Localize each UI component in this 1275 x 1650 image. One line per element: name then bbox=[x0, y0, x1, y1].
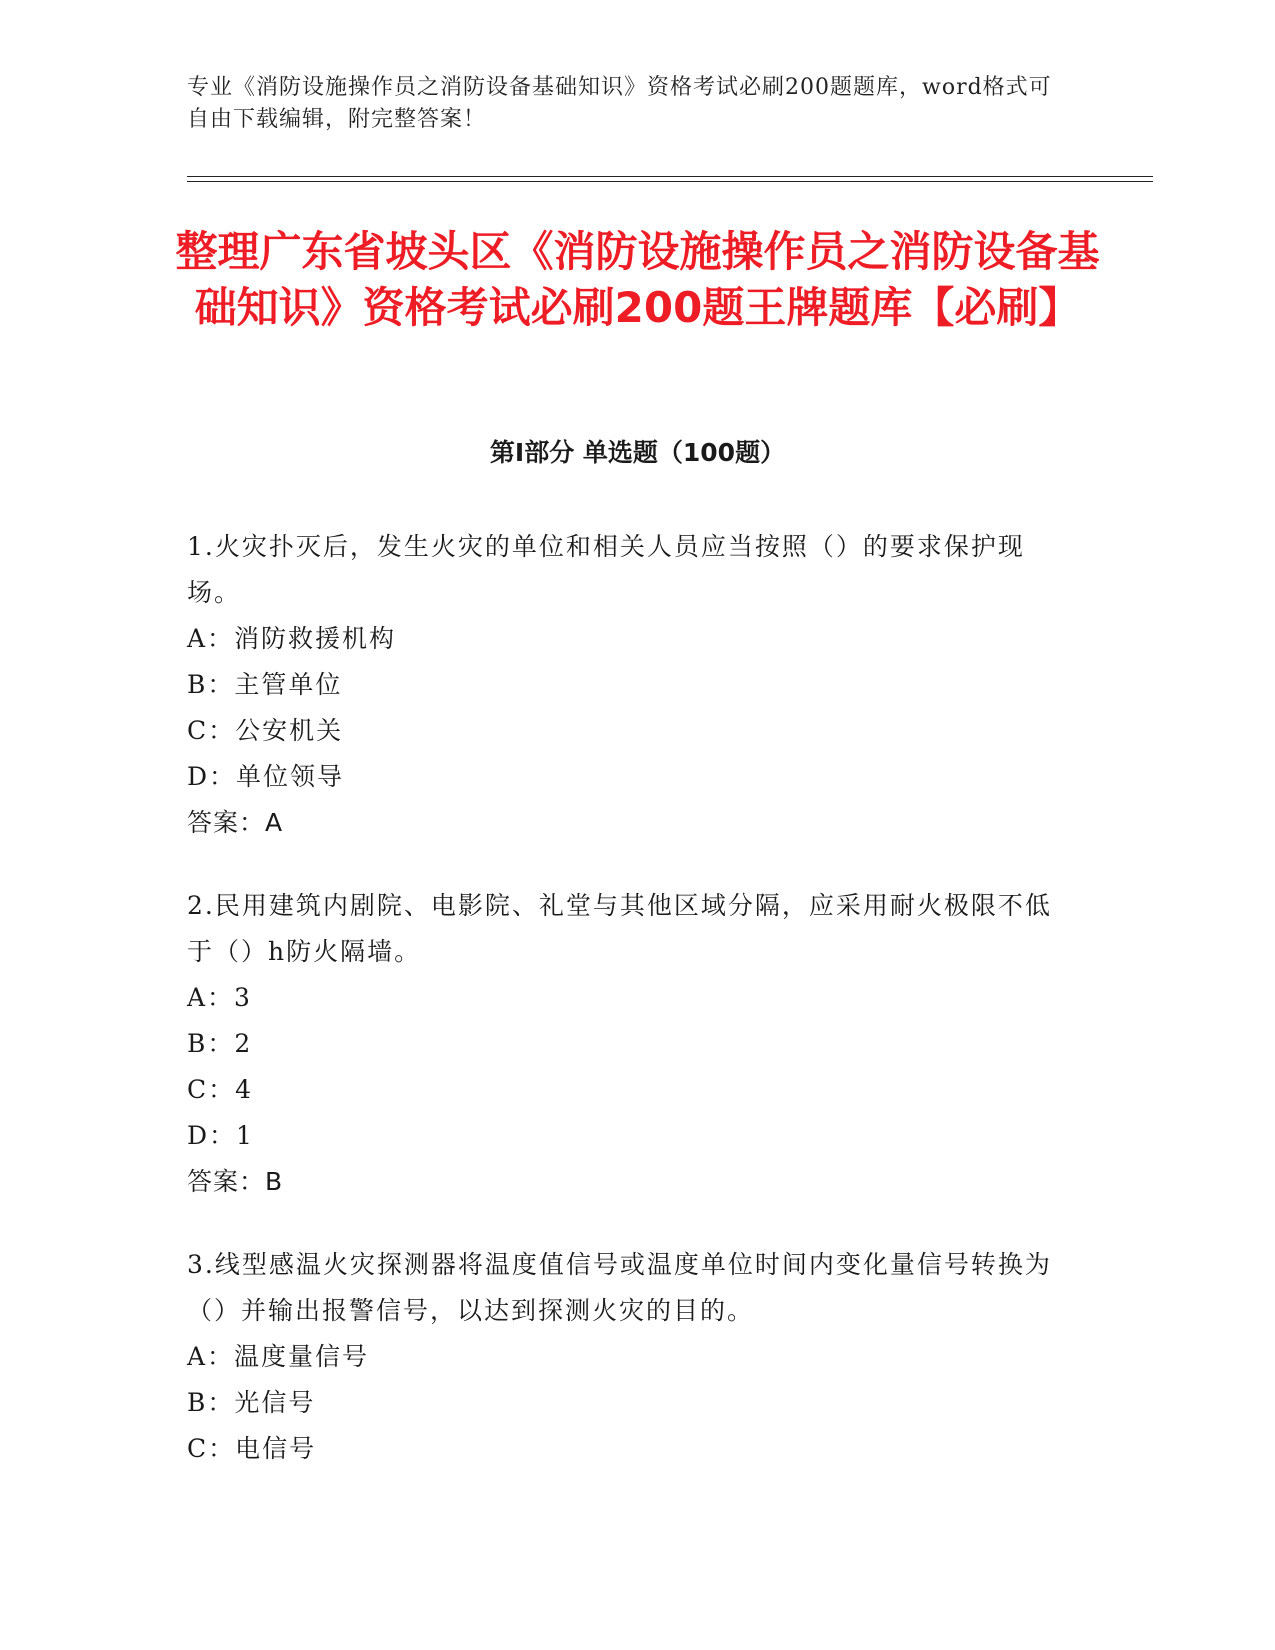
option-d: D：单位领导 bbox=[187, 762, 345, 791]
question-list bbox=[187, 524, 1062, 1509]
question-2 bbox=[187, 883, 1062, 1205]
page-header: 专业《消防设施操作员之消防设备基础知识》资格考试必刷200题题库，word格式可自由下载编辑，附完整答案！ bbox=[187, 75, 1052, 132]
question-stem: 3.线型感温火灾探测器将温度值信号或温度单位时间内变化量信号转换为（）并输出报警信号，以达到探测火灾的目的。 bbox=[187, 1250, 1052, 1325]
option-c: C：电信号 bbox=[187, 1434, 317, 1463]
question-stem: 1.火灾扑灭后，发生火灾的单位和相关人员应当按照（）的要求保护现场。 bbox=[187, 532, 1025, 607]
option-a: A：消防救援机构 bbox=[187, 624, 397, 653]
question-stem: 2.民用建筑内剧院、电影院、礼堂与其他区域分隔，应采用耐火极限不低于（）h防火隔墙。 bbox=[187, 891, 1052, 966]
question-3 bbox=[187, 1242, 1062, 1472]
answer: 答案：B bbox=[187, 1167, 284, 1196]
option-b: B：2 bbox=[187, 1029, 253, 1058]
header-divider-bottom bbox=[187, 181, 1153, 182]
option-a: A：温度量信号 bbox=[187, 1342, 370, 1371]
section-heading: 第I部分 单选题（100题） bbox=[489, 438, 786, 467]
option-a: A：3 bbox=[187, 983, 252, 1012]
option-c: C：4 bbox=[187, 1075, 254, 1104]
option-d: D：1 bbox=[187, 1121, 254, 1150]
option-b: B：主管单位 bbox=[187, 670, 343, 699]
question-1 bbox=[187, 524, 1062, 846]
option-b: B：光信号 bbox=[187, 1388, 316, 1417]
answer: 答案：A bbox=[187, 808, 284, 837]
document-title: 整理广东省坡头区《消防设施操作员之消防设备基础知识》资格考试必刷200题王牌题库【必刷】 bbox=[175, 227, 1100, 332]
header-divider-top bbox=[187, 176, 1153, 177]
option-c: C：公安机关 bbox=[187, 716, 344, 745]
